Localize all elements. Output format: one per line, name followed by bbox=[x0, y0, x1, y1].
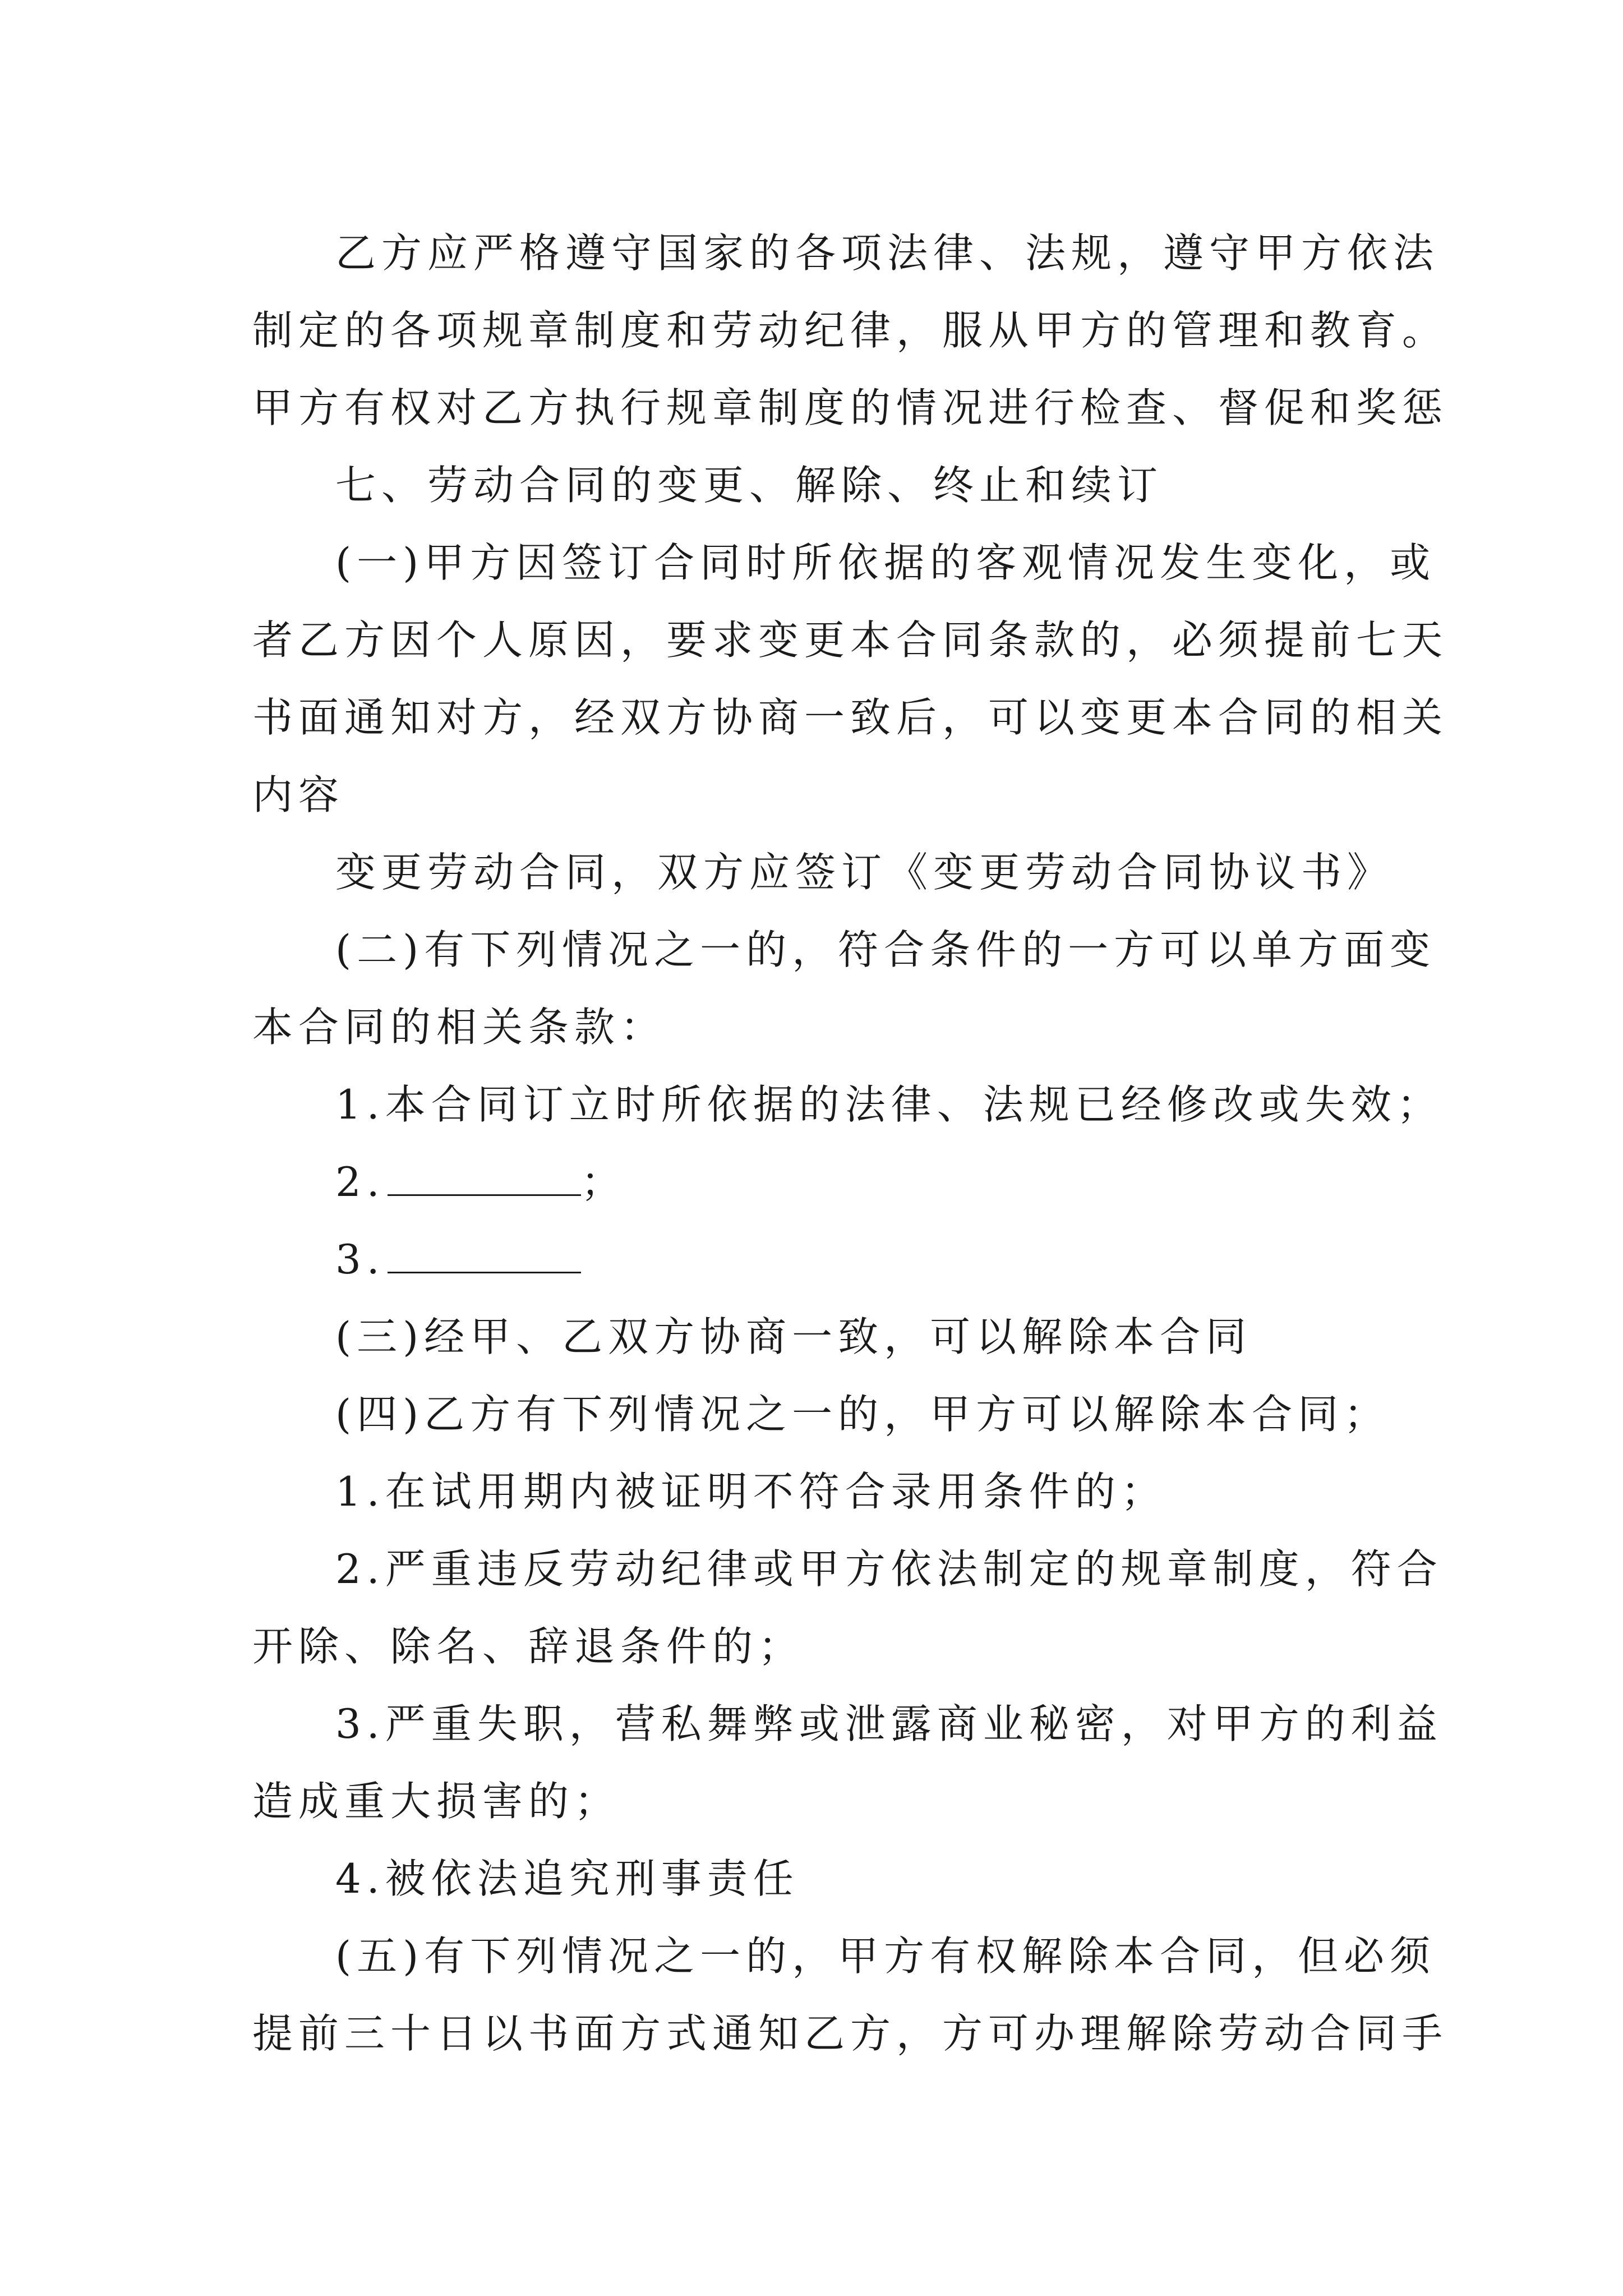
paragraph-line: 内容 bbox=[252, 771, 345, 818]
document-body bbox=[252, 214, 1449, 2072]
paragraph-line: (五)有下列情况之一的，甲方有权解除本合同，但必须 bbox=[335, 1932, 1436, 1980]
list-item-number: 3. bbox=[335, 1236, 385, 1283]
list-item-number: 2. bbox=[335, 1158, 385, 1205]
list-item: 4.被依法追究刑事责任 bbox=[335, 1855, 799, 1902]
section-heading: 七、劳动合同的变更、解除、终止和续订 bbox=[335, 462, 1164, 509]
paragraph-line: 书面通知对方，经双方协商一致后，可以变更本合同的相关 bbox=[252, 694, 1449, 741]
list-item: 3.严重失职，营私舞弊或泄露商业秘密，对甲方的利益 bbox=[335, 1700, 1443, 1747]
paragraph-line: (一)甲方因签订合同时所依据的客观情况发生变化，或 bbox=[335, 539, 1436, 586]
paragraph-line: 乙方应严格遵守国家的各项法律、法规，遵守甲方依法 bbox=[335, 229, 1440, 277]
paragraph-line: 本合同的相关条款： bbox=[252, 1004, 667, 1051]
paragraph-line: (四)乙方有下列情况之一的，甲方可以解除本合同； bbox=[335, 1391, 1390, 1438]
paragraph-line: (二)有下列情况之一的，符合条件的一方可以单方面变 bbox=[335, 926, 1436, 973]
list-item: 1.在试用期内被证明不符合录用条件的； bbox=[335, 1468, 1167, 1515]
paragraph-line: 者乙方因个人原因，要求变更本合同条款的，必须提前七天 bbox=[252, 616, 1449, 664]
paragraph-line: 变更劳动合同，双方应签订《变更劳动合同协议书》 bbox=[335, 849, 1394, 896]
paragraph-line: 开除、除名、辞退条件的； bbox=[252, 1623, 805, 1670]
list-item-suffix: ； bbox=[580, 1158, 627, 1205]
paragraph-line: 制定的各项规章制度和劳动纪律，服从甲方的管理和教育。 bbox=[252, 307, 1449, 354]
paragraph-line: 提前三十日以书面方式通知乙方，方可办理解除劳动合同手 bbox=[252, 2010, 1449, 2057]
list-item-blank bbox=[252, 1143, 1380, 1221]
paragraph-line: (三)经甲、乙双方协商一致，可以解除本合同 bbox=[335, 1313, 1252, 1360]
paragraph-line: 造成重大损害的； bbox=[252, 1778, 621, 1825]
fill-in-blank bbox=[388, 1238, 581, 1273]
paragraph-line: 甲方有权对乙方执行规章制度的情况进行检查、督促和奖惩 bbox=[252, 384, 1449, 431]
list-item: 1.本合同订立时所依据的法律、法规已经修改或失效； bbox=[335, 1081, 1443, 1128]
list-item: 2.严重违反劳动纪律或甲方依法制定的规章制度，符合 bbox=[335, 1545, 1443, 1593]
list-item-blank bbox=[252, 1221, 1380, 1298]
fill-in-blank bbox=[388, 1161, 581, 1196]
